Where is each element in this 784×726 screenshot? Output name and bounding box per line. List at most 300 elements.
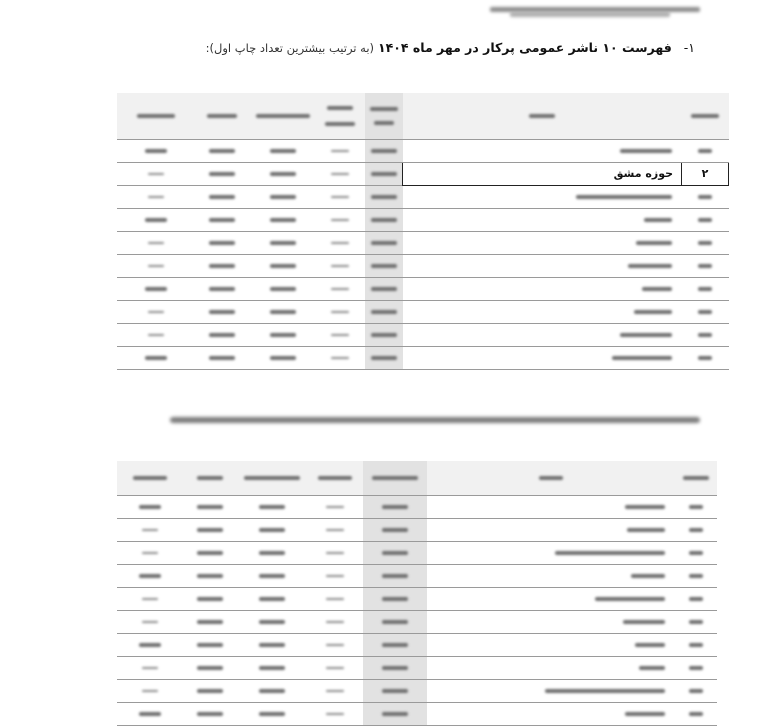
header-cell-publisher: [403, 93, 682, 139]
blurred-text: [197, 643, 223, 647]
blurred-text: [148, 242, 164, 244]
blurred-text: [382, 505, 408, 509]
table-row: [117, 300, 729, 323]
value-cell: [238, 702, 306, 725]
blurred-text: [628, 264, 672, 268]
value-cell: [306, 633, 363, 656]
value-cell: [238, 656, 306, 679]
rank-cell: [675, 518, 717, 541]
value-cell: [363, 656, 427, 679]
value-cell: [117, 633, 182, 656]
table-row: [117, 185, 729, 208]
rank-cell: [682, 231, 729, 254]
table-header-row: [117, 93, 729, 139]
blurred-text: [142, 598, 158, 600]
blurred-text: [209, 149, 235, 153]
value-cell: [365, 346, 403, 369]
blurred-text: [270, 149, 296, 153]
value-cell: [365, 254, 403, 277]
blurred-text: [259, 620, 285, 624]
publisher-name-cell: [427, 702, 675, 725]
rank-cell: [675, 633, 717, 656]
blurred-text: [270, 310, 296, 314]
rank-cell: [682, 323, 729, 346]
blurred-text: [209, 218, 235, 222]
publisher-name-cell: [427, 587, 675, 610]
value-cell: [194, 323, 251, 346]
blurred-text: [139, 505, 161, 509]
publisher-name-cell: [403, 277, 682, 300]
value-cell: [365, 185, 403, 208]
blurred-text: [639, 666, 665, 670]
value-cell: [315, 323, 365, 346]
value-cell: [194, 185, 251, 208]
blurred-text: [326, 506, 344, 508]
blurred-text: [259, 643, 285, 647]
blurred-text: [698, 241, 712, 245]
publisher-name-cell: [403, 231, 682, 254]
page-header-blurred: [490, 2, 700, 18]
value-cell: [117, 162, 194, 185]
blurred-text: [197, 620, 223, 624]
value-cell: [315, 162, 365, 185]
value-cell: [251, 231, 315, 254]
header-cell-rank: [682, 93, 729, 139]
section-heading: [195, 40, 695, 55]
blurred-text: [371, 356, 397, 360]
value-cell: [238, 587, 306, 610]
heading-title: فهرست ۱۰ ناشر عمومی پرکار در مهر ماه ۱۴۰۴: [378, 40, 672, 55]
publisher-name-cell: [427, 679, 675, 702]
blurred-text: [382, 620, 408, 624]
value-cell: [238, 564, 306, 587]
value-cell: [251, 208, 315, 231]
blurred-text: [331, 311, 349, 313]
blurred-text: [627, 528, 665, 532]
publisher-name-cell: [403, 185, 682, 208]
blurred-text: [197, 666, 223, 670]
value-cell: [182, 518, 238, 541]
publisher-name-cell: [427, 495, 675, 518]
blurred-text: [382, 712, 408, 716]
blurred-text: [209, 264, 235, 268]
value-cell: [182, 656, 238, 679]
value-cell: [194, 254, 251, 277]
blurred-text: [689, 528, 703, 532]
blurred-text: [635, 643, 665, 647]
blurred-text: [270, 241, 296, 245]
value-cell: [251, 277, 315, 300]
header-cell-col5: [251, 93, 315, 139]
blurred-text: [145, 356, 167, 360]
publishers-table-1: [117, 93, 729, 370]
rank-cell: [675, 495, 717, 518]
blurred-text: [331, 242, 349, 244]
publisher-name-cell: [427, 656, 675, 679]
header-cell-rank: [675, 461, 717, 495]
blurred-text: [382, 574, 408, 578]
value-cell: [365, 323, 403, 346]
rank-cell: ۲: [682, 162, 729, 185]
value-cell: [251, 162, 315, 185]
blurred-text: [689, 643, 703, 647]
publisher-name-cell: [403, 139, 682, 162]
value-cell: [365, 162, 403, 185]
blurred-text: [197, 574, 223, 578]
blurred-text: [270, 287, 296, 291]
blurred-text: [209, 241, 235, 245]
value-cell: [315, 231, 365, 254]
value-cell: [117, 541, 182, 564]
value-cell: [306, 587, 363, 610]
value-cell: [315, 208, 365, 231]
blurred-text: [259, 505, 285, 509]
rank-cell: [682, 300, 729, 323]
value-cell: [238, 610, 306, 633]
blurred-text: [623, 620, 665, 624]
header-cell-col3: [363, 461, 427, 495]
value-cell: [117, 610, 182, 633]
value-cell: [182, 541, 238, 564]
table-row: [117, 564, 717, 587]
value-cell: [238, 495, 306, 518]
blurred-text: [142, 552, 158, 554]
value-cell: [251, 254, 315, 277]
blurred-text: [326, 644, 344, 646]
table-row: [117, 208, 729, 231]
blurred-text: [148, 196, 164, 198]
value-cell: [194, 300, 251, 323]
value-cell: [117, 495, 182, 518]
value-cell: [251, 323, 315, 346]
publisher-name-cell: [427, 518, 675, 541]
blurred-text: [142, 621, 158, 623]
value-cell: [306, 702, 363, 725]
rank-cell: [682, 185, 729, 208]
publishers-table-2: [117, 461, 717, 726]
blurred-text: [331, 288, 349, 290]
value-cell: [306, 495, 363, 518]
blurred-text: [689, 505, 703, 509]
header-cell-col7: [117, 93, 194, 139]
value-cell: [117, 300, 194, 323]
value-cell: [117, 656, 182, 679]
blurred-text: [148, 173, 164, 175]
value-cell: [117, 277, 194, 300]
header-cell-publisher: [427, 461, 675, 495]
value-cell: [238, 518, 306, 541]
blurred-text: [326, 667, 344, 669]
blurred-text: [209, 333, 235, 337]
table-row: [117, 231, 729, 254]
blurred-text: [382, 643, 408, 647]
blurred-text: [259, 689, 285, 693]
table-header-row: [117, 461, 717, 495]
value-cell: [363, 541, 427, 564]
blurred-text: [331, 219, 349, 221]
blurred-text: [142, 667, 158, 669]
blurred-text: [698, 287, 712, 291]
rank-cell: [675, 541, 717, 564]
blurred-text: [689, 620, 703, 624]
header-cell-col3: [365, 93, 403, 139]
value-cell: [194, 162, 251, 185]
value-cell: [315, 277, 365, 300]
value-cell: [194, 277, 251, 300]
value-cell: [363, 679, 427, 702]
blurred-text: [371, 310, 397, 314]
value-cell: [194, 346, 251, 369]
blurred-text: [698, 149, 712, 153]
publisher-name-cell: [427, 633, 675, 656]
blurred-text: [139, 643, 161, 647]
value-cell: [117, 518, 182, 541]
blurred-text: [576, 195, 672, 199]
blurred-text: [326, 713, 344, 715]
blurred-text: [197, 505, 223, 509]
publisher-name-cell: [403, 254, 682, 277]
rank-cell: [682, 346, 729, 369]
value-cell: [182, 495, 238, 518]
blurred-text: [326, 621, 344, 623]
blurred-text: [197, 597, 223, 601]
blurred-text: [545, 689, 665, 693]
blurred-text: [382, 597, 408, 601]
publisher-name-cell: [403, 300, 682, 323]
blurred-text: [145, 218, 167, 222]
blurred-text: [209, 195, 235, 199]
rank-cell: [675, 610, 717, 633]
blurred-text: [382, 528, 408, 532]
value-cell: [251, 300, 315, 323]
value-cell: [117, 564, 182, 587]
value-cell: [182, 633, 238, 656]
table-row: [117, 162, 729, 185]
blurred-text: [270, 195, 296, 199]
header-cell-col6: [194, 93, 251, 139]
rank-cell: [675, 679, 717, 702]
blurred-text: [698, 310, 712, 314]
blurred-text: [625, 505, 665, 509]
value-cell: [306, 564, 363, 587]
value-cell: [363, 518, 427, 541]
value-cell: [306, 518, 363, 541]
table-row: [117, 139, 729, 162]
blurred-text: [259, 528, 285, 532]
value-cell: [238, 633, 306, 656]
value-cell: [182, 610, 238, 633]
blurred-text: [382, 689, 408, 693]
blurred-text: [382, 666, 408, 670]
blurred-text: [326, 598, 344, 600]
blurred-text: [371, 333, 397, 337]
rank-cell: [675, 656, 717, 679]
blurred-text: [197, 551, 223, 555]
value-cell: [117, 702, 182, 725]
value-cell: [315, 300, 365, 323]
table-row: [117, 587, 717, 610]
rank-cell: [675, 587, 717, 610]
blurred-text: [259, 574, 285, 578]
blurred-text: [326, 529, 344, 531]
table-row: [117, 679, 717, 702]
value-cell: [117, 679, 182, 702]
value-cell: [117, 587, 182, 610]
blurred-text: [634, 310, 672, 314]
table-row: [117, 518, 717, 541]
value-cell: [315, 346, 365, 369]
value-cell: [363, 587, 427, 610]
blurred-text: [331, 173, 349, 175]
value-cell: [251, 346, 315, 369]
blurred-text: [197, 528, 223, 532]
value-cell: [315, 185, 365, 208]
rank-cell: [682, 139, 729, 162]
table-row: [117, 610, 717, 633]
table-row: [117, 495, 717, 518]
value-cell: [251, 139, 315, 162]
value-cell: [194, 208, 251, 231]
publisher-name-cell: [427, 610, 675, 633]
blurred-text: [145, 149, 167, 153]
table-row: [117, 323, 729, 346]
blurred-text: [139, 712, 161, 716]
blurred-text: [209, 172, 235, 176]
blurred-text: [209, 287, 235, 291]
table-row: [117, 541, 717, 564]
blurred-text: [148, 311, 164, 313]
blurred-text: [139, 574, 161, 578]
value-cell: [365, 208, 403, 231]
value-cell: [315, 139, 365, 162]
heading-number: ۱-: [683, 40, 695, 55]
value-cell: [194, 231, 251, 254]
blurred-text: [259, 712, 285, 716]
blurred-text: [270, 218, 296, 222]
value-cell: [306, 679, 363, 702]
value-cell: [365, 277, 403, 300]
value-cell: [365, 139, 403, 162]
publisher-name-cell: [403, 323, 682, 346]
blurred-text: [636, 241, 672, 245]
blurred-text: [270, 356, 296, 360]
value-cell: [363, 495, 427, 518]
blurred-text: [209, 356, 235, 360]
publisher-name-cell: [403, 208, 682, 231]
blurred-text: [689, 712, 703, 716]
value-cell: [306, 541, 363, 564]
rank-cell: [682, 277, 729, 300]
value-cell: [117, 254, 194, 277]
value-cell: [194, 139, 251, 162]
value-cell: [182, 679, 238, 702]
blurred-text: [698, 356, 712, 360]
value-cell: [251, 185, 315, 208]
table-row: [117, 633, 717, 656]
blurred-text: [371, 172, 397, 176]
value-cell: [365, 231, 403, 254]
publisher-name-cell: حوزه مشق: [403, 162, 682, 185]
header-cell-col6: [182, 461, 238, 495]
blurred-text: [331, 150, 349, 152]
header-cell-col5: [238, 461, 306, 495]
blurred-text: [689, 666, 703, 670]
blurred-text: [612, 356, 672, 360]
blurred-text: [142, 690, 158, 692]
blurred-text: [689, 597, 703, 601]
blurred-text: [270, 264, 296, 268]
publisher-name-cell: [403, 346, 682, 369]
value-cell: [365, 300, 403, 323]
value-cell: [182, 587, 238, 610]
blurred-text: [698, 264, 712, 268]
header-cell-col4: [315, 93, 365, 139]
table-row: [117, 346, 729, 369]
blurred-text: [259, 666, 285, 670]
blurred-text: [259, 551, 285, 555]
value-cell: [117, 139, 194, 162]
blurred-text: [331, 265, 349, 267]
blurred-text: [689, 551, 703, 555]
blurred-text: [270, 333, 296, 337]
value-cell: [182, 702, 238, 725]
value-cell: [238, 679, 306, 702]
blurred-text: [326, 690, 344, 692]
blurred-text: [371, 149, 397, 153]
value-cell: [117, 208, 194, 231]
blurred-text: [142, 529, 158, 531]
blurred-text: [371, 195, 397, 199]
table-row: [117, 254, 729, 277]
blurred-text: [326, 575, 344, 577]
value-cell: [117, 231, 194, 254]
rank-cell: [682, 254, 729, 277]
blurred-text: [620, 149, 672, 153]
blurred-text: [698, 195, 712, 199]
blurred-text: [371, 218, 397, 222]
value-cell: [117, 185, 194, 208]
value-cell: [363, 564, 427, 587]
heading-note: (به ترتیب بیشترین تعداد چاپ اول):: [205, 41, 375, 55]
table-row: [117, 277, 729, 300]
table-row: [117, 702, 717, 725]
blurred-text: [698, 333, 712, 337]
value-cell: [117, 346, 194, 369]
blurred-text: [148, 265, 164, 267]
rank-cell: [675, 564, 717, 587]
value-cell: [238, 541, 306, 564]
blurred-text: [382, 551, 408, 555]
blurred-text: [698, 218, 712, 222]
blurred-text: [620, 333, 672, 337]
value-cell: [363, 702, 427, 725]
value-cell: [182, 564, 238, 587]
blurred-text: [595, 597, 665, 601]
header-cell-col4: [306, 461, 363, 495]
section-subtitle-blurred: [170, 413, 700, 427]
blurred-text: [259, 597, 285, 601]
blurred-text: [148, 334, 164, 336]
value-cell: [315, 254, 365, 277]
blurred-text: [326, 552, 344, 554]
table-row: [117, 656, 717, 679]
value-cell: [306, 656, 363, 679]
blurred-text: [331, 334, 349, 336]
rank-cell: [675, 702, 717, 725]
blurred-text: [331, 196, 349, 198]
blurred-text: [197, 689, 223, 693]
header-cell-col7: [117, 461, 182, 495]
